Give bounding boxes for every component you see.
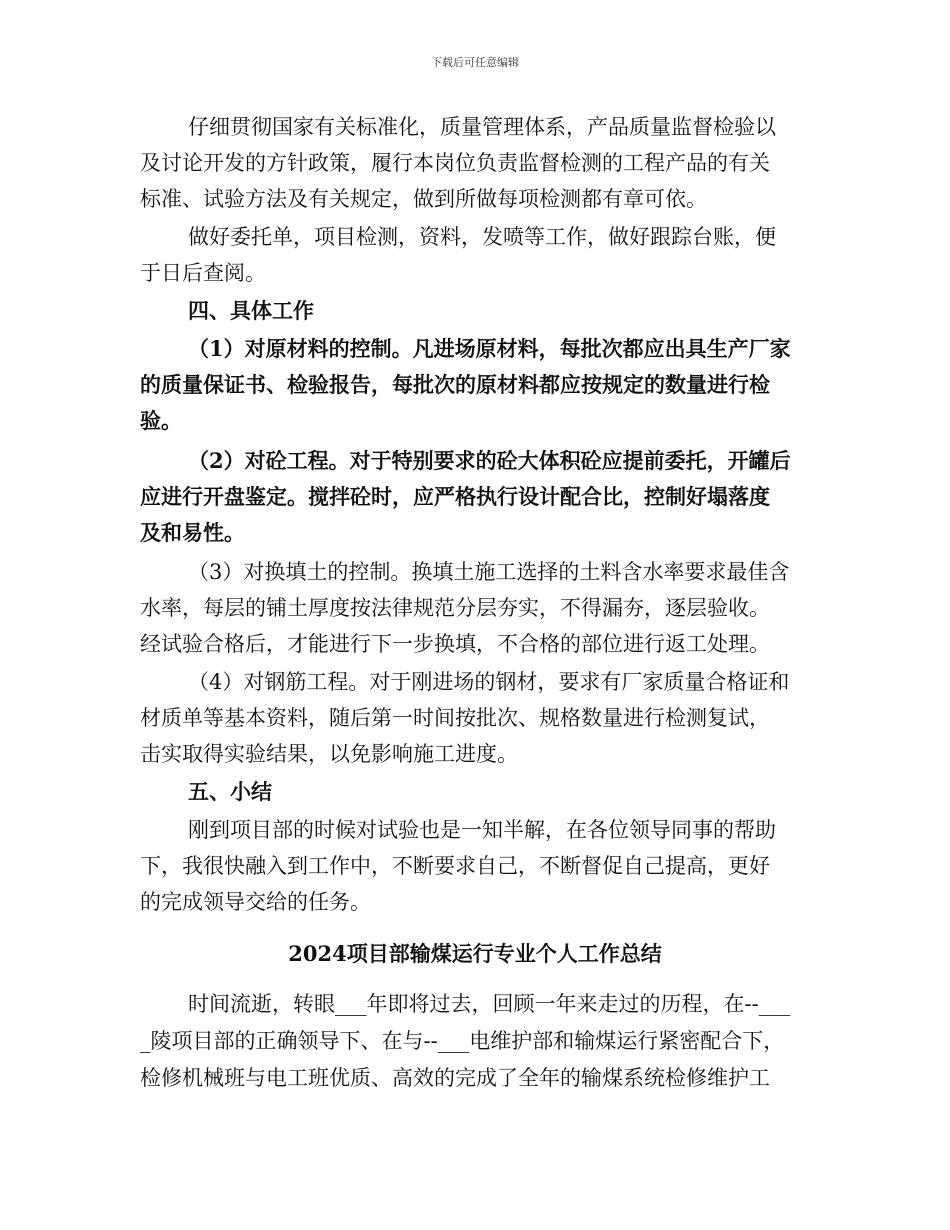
bold-paragraph-line: 验。	[140, 408, 182, 433]
section-heading: 五、小结	[188, 779, 272, 804]
bold-paragraph-line: 及和易性。	[140, 520, 245, 545]
bold-paragraph-line: （2）对砼工程。对于特别要求的砼大体积砼应提前委托，开罐后	[188, 448, 791, 473]
paragraph-line: （3）对换填土的控制。换填土施工选择的土料含水率要求最佳含	[188, 560, 790, 584]
document-title: 2024项目部输煤运行专业个人工作总结	[288, 941, 662, 966]
paragraph-line: 于日后查阅。	[140, 261, 266, 285]
paragraph-line: 材质单等基本资料，随后第一时间按批次、规格数量进行检测复试，	[140, 706, 770, 730]
bold-paragraph-line: （1）对原材料的控制。凡进场原材料，每批次都应出具生产厂家	[188, 336, 791, 361]
paragraph-line: 下，我很快融入到工作中，不断要求自己，不断督促自己提高，更好	[140, 854, 770, 878]
paragraph-line: 检修机械班与电工班优质、高效的完成了全年的输煤系统检修维护工	[140, 1066, 770, 1090]
paragraph-line: 刚到项目部的时候对试验也是一知半解，在各位领导同事的帮助	[188, 818, 776, 842]
paragraph-line: 的完成领导交给的任务。	[140, 890, 371, 914]
bold-paragraph-line: 应进行开盘鉴定。搅拌砼时，应严格执行设计配合比，控制好塌落度	[140, 484, 770, 509]
bold-paragraph-line: 的质量保证书、检验报告，每批次的原材料都应按规定的数量进行检	[140, 372, 770, 397]
page-header: 下载后可任意编辑	[431, 56, 519, 69]
paragraph-line: （4）对钢筋工程。对于刚进场的钢材，要求有厂家质量合格证和	[188, 670, 790, 694]
paragraph-line: 击实取得实验结果，以免影响施工进度。	[140, 742, 518, 766]
paragraph-line: 及讨论开发的方针政策，履行本岗位负责监督检测的工程产品的有关	[140, 151, 770, 175]
paragraph-line: 水率，每层的铺土厚度按法律规范分层夯实，不得漏夯，逐层验收。	[140, 596, 770, 620]
paragraph-line: 做好委托单，项目检测，资料，发喷等工作，做好跟踪台账，便	[188, 225, 776, 249]
section-heading: 四、具体工作	[188, 298, 314, 323]
paragraph-line: _陵项目部的正确领导下、在与--___电维护部和输煤运行紧密配合下，	[140, 1029, 785, 1053]
paragraph-line: 仔细贯彻国家有关标准化，质量管理体系，产品质量监督检验以	[188, 115, 776, 139]
paragraph-line: 时间流逝，转眼___年即将过去，回顾一年来走过的历程，在--___	[188, 992, 791, 1016]
paragraph-line: 标准、试验方法及有关规定，做到所做每项检测都有章可依。	[140, 187, 707, 211]
paragraph-line: 经试验合格后，才能进行下一步换填，不合格的部位进行返工处理。	[140, 632, 770, 656]
